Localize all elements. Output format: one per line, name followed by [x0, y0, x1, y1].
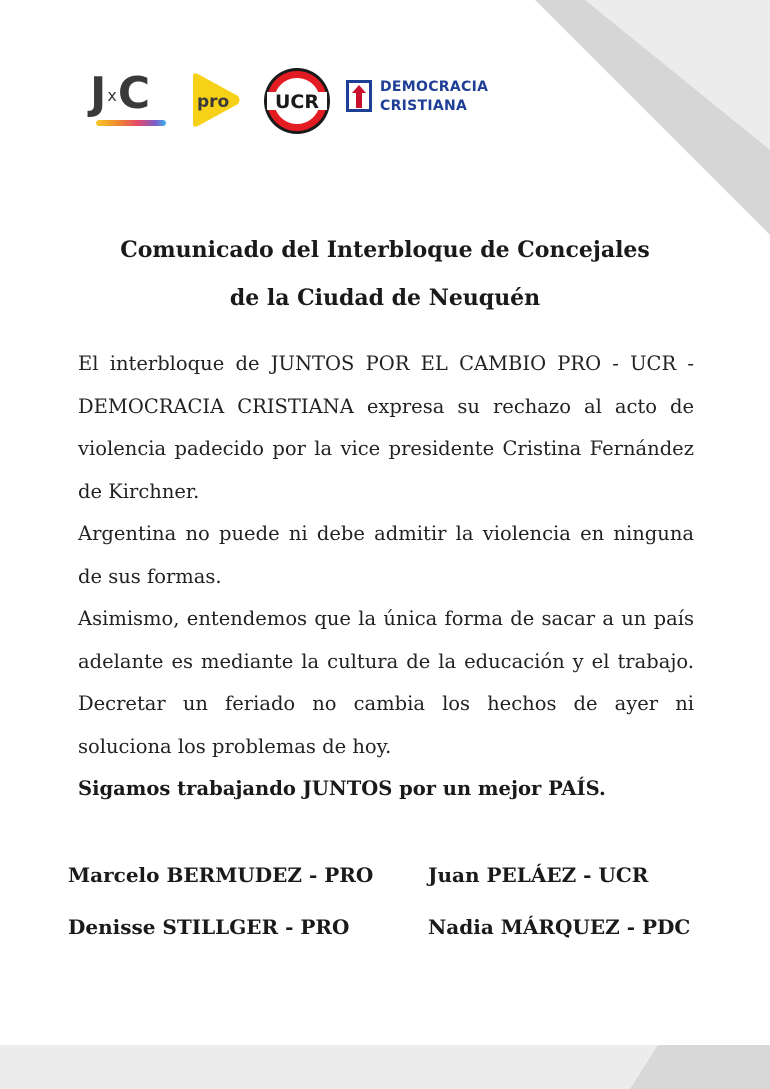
paragraph-1: El interbloque de JUNTOS POR EL CAMBIO PRO - UCR - DEMOCRACIA CRISTIANA expresa su rechazo al acto de violencia padecido por la vice presidente Cristina Fernández de Kirchner. — [78, 352, 694, 503]
dc-logo-line1: DEMOCRACIA — [380, 79, 489, 95]
title-line-2: de la Ciudad de Neuquén — [229, 285, 541, 311]
statement-body — [78, 343, 694, 811]
signer-4: Nadia MÁRQUEZ - PDC — [428, 915, 691, 939]
pro-logo — [191, 72, 241, 128]
paragraph-2: Argentina no puede ni debe admitir la violencia en ninguna de sus formas. — [78, 522, 694, 588]
signer-2: Juan PELÁEZ - UCR — [428, 863, 649, 887]
document-title — [0, 226, 770, 322]
ucr-logo — [263, 67, 331, 135]
signer-3: Denisse STILLGER - PRO — [68, 915, 350, 939]
signer-1: Marcelo BERMUDEZ - PRO — [68, 863, 374, 887]
pro-logo-text: pro — [197, 92, 230, 112]
ucr-logo-text: UCR — [274, 91, 320, 113]
dc-logo-line2: CRISTIANA — [380, 98, 468, 114]
party-logos — [88, 64, 508, 134]
dc-shield-icon — [346, 80, 372, 112]
closing-line: Sigamos trabajando JUNTOS por un mejor PAÍS. — [78, 777, 606, 800]
paragraph-3: Asimismo, entendemos que la única forma de sacar a un país adelante es mediante la cultura de la educación y el trabajo. Decretar un feriado no cambia los hechos de ayer ni soluciona los problemas de hoy. — [78, 607, 694, 758]
dc-logo — [346, 78, 506, 118]
title-line-1: Comunicado del Interbloque de Concejales — [120, 237, 650, 263]
jxc-logo: JxC — [90, 70, 170, 130]
jxc-color-bar — [96, 120, 166, 126]
